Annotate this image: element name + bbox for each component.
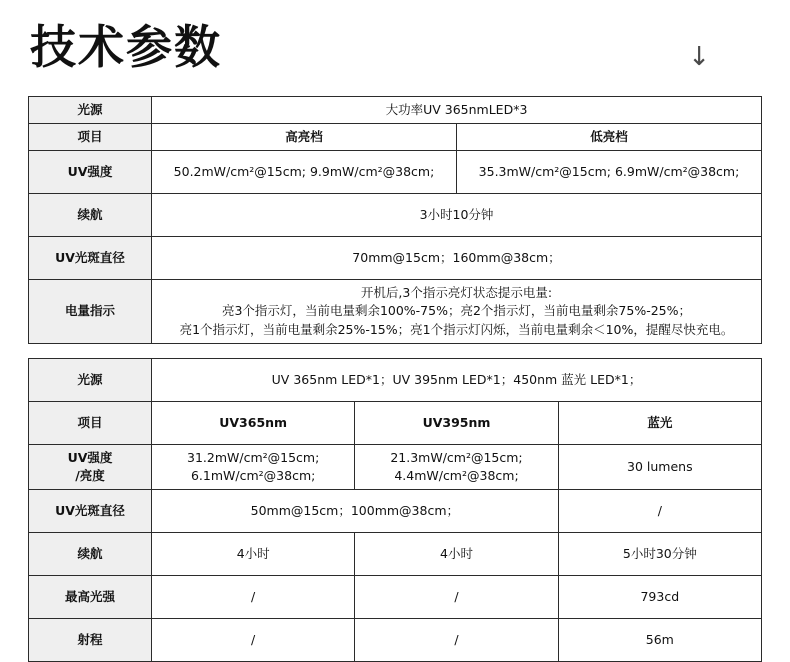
page-header: [28, 0, 762, 96]
row-label-uv-intensity: UV强度: [29, 151, 152, 194]
col-header-blue-light: 蓝光: [558, 401, 761, 444]
table-row: [29, 618, 762, 661]
row-label-runtime-2: 续航: [29, 532, 152, 575]
uv395-intensity: [355, 444, 558, 489]
row-value-light-source: 大功率UV 365nmLED*3: [152, 97, 762, 124]
battery-line-2: 亮3个指示灯，当前电量剩余100%-75%；亮2个指示灯，当前电量剩余75%-25%；: [221, 303, 691, 319]
row-label-light-source-2: 光源: [29, 358, 152, 401]
col-header-low-mode: 低亮档: [457, 124, 762, 151]
uv365-intensity-line-1: 31.2mW/cm²@15cm;: [187, 449, 320, 465]
row-label-peak-intensity: 最高光强: [29, 575, 152, 618]
spec-table-uv365-triple: [28, 96, 762, 344]
row-value-uv-spot-diameter: 70mm@15cm；160mm@38cm；: [152, 237, 762, 280]
page-title: 技术参数: [30, 20, 222, 74]
row-label-item: 项目: [29, 124, 152, 151]
row-label-item-2: 项目: [29, 401, 152, 444]
table-row: [29, 97, 762, 124]
row-value-runtime: 3小时10分钟: [152, 194, 762, 237]
row-label-line-1: UV强度: [67, 449, 113, 465]
peak-intensity-uv395: /: [355, 575, 558, 618]
battery-line-1: 开机后,3个指示亮灯状态提示电量:: [360, 285, 553, 301]
peak-intensity-blue: 793cd: [558, 575, 761, 618]
table-row: [29, 532, 762, 575]
runtime-uv395: 4小时: [355, 532, 558, 575]
row-label-light-source: 光源: [29, 97, 152, 124]
beam-distance-blue: 56m: [558, 618, 761, 661]
blue-light-brightness: 30 lumens: [558, 444, 761, 489]
table-row: [29, 401, 762, 444]
table-row: [29, 575, 762, 618]
table-row: [29, 124, 762, 151]
row-label-uv-intensity-brightness: [29, 444, 152, 489]
beam-distance-uv365: /: [152, 618, 355, 661]
uv395-intensity-line-2: 4.4mW/cm²@38cm;: [394, 467, 519, 483]
col-header-high-mode: 高亮档: [152, 124, 457, 151]
uv-intensity-low: 35.3mW/cm²@15cm; 6.9mW/cm²@38cm;: [457, 151, 762, 194]
table-row: [29, 444, 762, 489]
row-label-beam-distance: 射程: [29, 618, 152, 661]
row-value-light-source-2: UV 365nm LED*1；UV 395nm LED*1；450nm 蓝光 LED*1；: [152, 358, 762, 401]
uv-intensity-high: 50.2mW/cm²@15cm; 9.9mW/cm²@38cm;: [152, 151, 457, 194]
uv365-intensity: [152, 444, 355, 489]
uv-spot-diameter-blue: /: [558, 489, 761, 532]
row-label-uv-spot-diameter: UV光斑直径: [29, 237, 152, 280]
arrow-down-icon: ↓: [688, 42, 710, 72]
table-row: [29, 358, 762, 401]
table-row: [29, 151, 762, 194]
uv365-intensity-line-2: 6.1mW/cm²@38cm;: [190, 467, 316, 483]
uv395-intensity-line-1: 21.3mW/cm²@15cm;: [390, 449, 523, 465]
row-label-battery-indicator: 电量指示: [29, 280, 152, 343]
spec-table-multi-led: [28, 358, 762, 662]
row-label-line-2: /亮度: [75, 467, 105, 483]
row-value-battery-indicator: [152, 280, 762, 343]
col-header-uv365: UV365nm: [152, 401, 355, 444]
beam-distance-uv395: /: [355, 618, 558, 661]
table-row: [29, 489, 762, 532]
runtime-uv365: 4小时: [152, 532, 355, 575]
uv-spot-diameter-value-2: 50mm@15cm；100mm@38cm；: [152, 489, 559, 532]
row-label-uv-spot-diameter-2: UV光斑直径: [29, 489, 152, 532]
table-row: [29, 280, 762, 343]
table-row: [29, 194, 762, 237]
peak-intensity-uv365: /: [152, 575, 355, 618]
col-header-uv395: UV395nm: [355, 401, 558, 444]
battery-line-3: 亮1个指示灯，当前电量剩余25%-15%；亮1个指示灯闪烁，当前电量剩余＜10%，提醒尽快充电。: [179, 321, 734, 337]
table-row: [29, 237, 762, 280]
runtime-blue: 5小时30分钟: [558, 532, 761, 575]
row-label-runtime: 续航: [29, 194, 152, 237]
